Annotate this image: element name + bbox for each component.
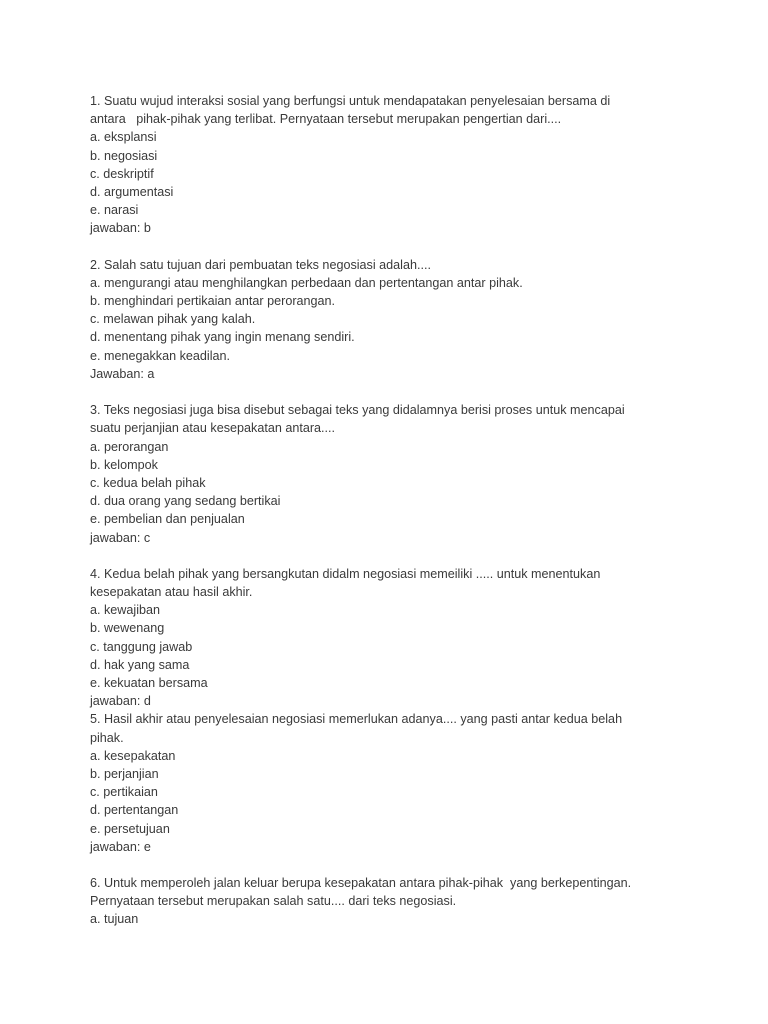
- text-line: c. pertikaian: [90, 785, 158, 800]
- text-line: a. kewajiban: [90, 603, 161, 618]
- text-line: a. kesepakatan: [90, 748, 176, 763]
- text-line: a. tujuan: [90, 912, 139, 927]
- text-line: e. pembelian dan penjualan: [90, 512, 245, 527]
- text-line: d. menentang pihak yang ingin menang sendiri.: [90, 330, 355, 345]
- document-text: [90, 92, 750, 929]
- text-line: antara pihak-pihak yang terlibat. Pernyataan tersebut merupakan pengertian dari....: [90, 112, 562, 127]
- text-line: b. perjanjian: [90, 766, 159, 781]
- text-line: d. dua orang yang sedang bertikai: [90, 494, 281, 509]
- text-line: 6. Untuk memperoleh jalan keluar berupa kesepakatan antara pihak-pihak yang berkepentingan.: [90, 876, 632, 891]
- text-line: jawaban: d: [90, 694, 151, 709]
- text-line: jawaban: b: [90, 221, 151, 236]
- text-line: e. narasi: [90, 203, 139, 218]
- text-line: 3. Teks negosiasi juga bisa disebut sebagai teks yang didalamnya berisi proses untuk mencapai: [90, 403, 625, 418]
- text-line: jawaban: e: [90, 839, 151, 854]
- blank-line: [90, 383, 750, 401]
- text-line: a. perorangan: [90, 439, 169, 454]
- text-line: Jawaban: a: [90, 366, 155, 381]
- text-line: c. deskriptif: [90, 166, 154, 181]
- text-line: pihak.: [90, 730, 124, 745]
- text-line: a. mengurangi atau menghilangkan perbedaan dan pertentangan antar pihak.: [90, 275, 523, 290]
- blank-line: [90, 238, 750, 256]
- text-line: b. kelompok: [90, 457, 158, 472]
- text-line: b. wewenang: [90, 621, 165, 636]
- text-line: Pernyataan tersebut merupakan salah satu.... dari teks negosiasi.: [90, 894, 457, 909]
- text-line: 4. Kedua belah pihak yang bersangkutan didalm negosiasi memeiliki ..... untuk menentukan: [90, 566, 601, 581]
- text-line: c. tanggung jawab: [90, 639, 193, 654]
- text-line: c. melawan pihak yang kalah.: [90, 312, 256, 327]
- text-line: a. eksplansi: [90, 130, 157, 145]
- text-line: d. hak yang sama: [90, 657, 190, 672]
- text-line: jawaban: c: [90, 530, 151, 545]
- text-line: d. pertentangan: [90, 803, 179, 818]
- text-line: b. menghindari pertikaian antar perorangan.: [90, 294, 336, 309]
- text-line: e. persetujuan: [90, 821, 170, 836]
- text-line: suatu perjanjian atau kesepakatan antara....: [90, 421, 336, 436]
- text-line: e. kekuatan bersama: [90, 676, 208, 690]
- text-line: 5. Hasil akhir atau penyelesaian negosiasi memerlukan adanya.... yang pasti antar kedua belah: [90, 712, 623, 727]
- text-line: 1. Suatu wujud interaksi sosial yang berfungsi untuk mendapatakan penyelesaian bersama di: [90, 94, 611, 108]
- text-line: e. menegakkan keadilan.: [90, 348, 231, 363]
- text-line: 2. Salah satu tujuan dari pembuatan teks negosiasi adalah....: [90, 257, 431, 272]
- text-line: b. negosiasi: [90, 148, 158, 163]
- text-line: d. argumentasi: [90, 184, 174, 199]
- blank-line: [90, 547, 750, 565]
- blank-line: [90, 856, 750, 874]
- text-line: c. kedua belah pihak: [90, 475, 206, 490]
- text-line: kesepakatan atau hasil akhir.: [90, 585, 253, 600]
